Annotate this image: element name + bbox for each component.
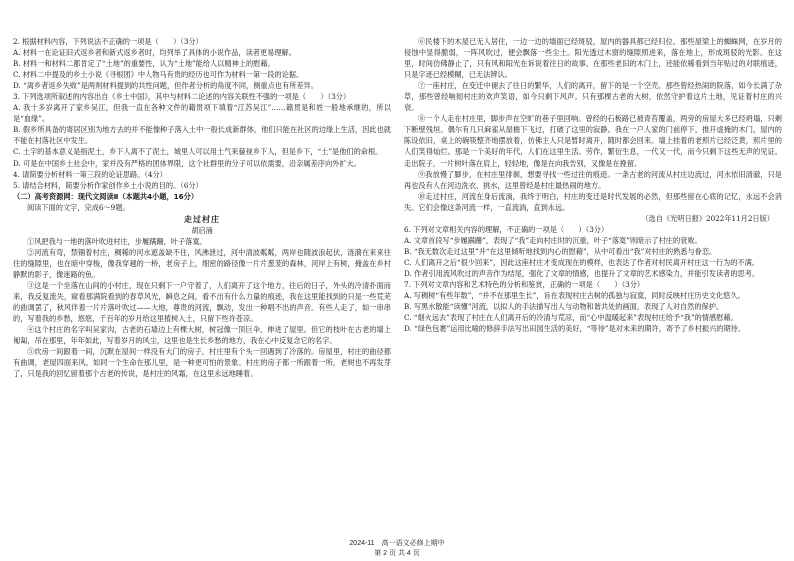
- left-column-paragraph: ⑤炊房一间跟着一间，沉默在屋间一样没有大门的房子，村庄里有个头一回遇到了冷落的。房屋里，村庄的曲径都有曲调，老屋四面来风，如同一个生命在那儿里，是一种更可怕的景象。村庄的房子都一所跟着一所，老树也不再发芽了，只是我的回忆留着那个古老的传说，是村庄的风霜，在这里永远地睡着。: [13, 347, 391, 379]
- right-column-paragraph: 6. 下列对文章相关内容的理解，不正确的一项是（ ）（3分）: [404, 224, 609, 234]
- left-column-paragraph: 胡启涌: [191, 225, 213, 235]
- left-column-paragraph: D. 可是在中国乡土社会中，家并没有严格的团体界限，这个社群里的分子可以依需要，沿亲属差序向外扩大。: [13, 158, 361, 168]
- left-column-paragraph: 阅读下面的文字，完成6～9题。: [27, 202, 130, 212]
- left-column-paragraph: 4. 请简要分析材料一第三段的论证思路。（4分）: [13, 169, 167, 179]
- left-column-paragraph: A. 材料一在论证旧式返乡者和新式返乡者时，均列举了具体的小说作品，读者更易理解。: [13, 48, 296, 58]
- left-column-paragraph: 走过村庄: [184, 213, 220, 224]
- right-column-paragraph: A. 文章首段写“步履蹒跚”，表现了“我”走向村庄时的沉重，叶子“落寞”则暗示了村庄的衰败。: [404, 235, 702, 245]
- left-column-paragraph: ③这是一个坐落在山间的小村庄，现在只剩下一户守着了，人们离开了这个地方，往后的日子，外头的冷清扑面而来，我反复流失，窥看那满院看到的春草风光，瞬息之间，看不出有什么力量的痕迹，我在这里能找到的只是一些荒芜的曲调罢了，秋风伴着一片片落叶吹过——大地，尊贵的河流，飘动，发出一种唱不出的声音。有些人走了，如一串串的，写着我的乡愁，悠悠，千百年的岁月给这里植树入土，只留下些许苍凉。: [13, 281, 391, 324]
- right-column-paragraph: D. “绿色包裹”运用比喻的修辞手法写出田园生活的美好，“等待”是对未来的期许，寄予了乡村振兴的期待。: [404, 324, 746, 334]
- right-column-paragraph: B. 写黑水散能“读懂”河流，以拟人的手法描写出人与动物和谐共处的画面，表现了人对自然的保护。: [404, 302, 724, 312]
- footer-page-number: 第 2 页 共 4 页: [374, 550, 420, 557]
- left-column-paragraph: B. 假乡所具备的寄居区别为地方去的并不能像种子落入土中一般长成新群体，他们只能在社区的边缘上生活，因此也就不能在村落社区中发生。: [13, 125, 391, 146]
- right-column-paragraph: C. 人们离开之后“很少回来”，因此这座村庄才变成现在的模样，也表达了作者对村民离开村庄这一行为的不满。: [404, 257, 759, 267]
- left-column-paragraph: 2. 根据材料内容，下列说法不正确的一项是（ ）（3分）: [13, 37, 203, 46]
- right-column-paragraph: ⑦一座村庄，在变迁中褪去了往日的繁华，人们的离开，留下的是一个空壳。那些曾经热闹的院落，如今长满了杂草，那些曾经响彻村庄的欢声笑语，如今只剩下风声。只有那棵古老的大树，依然守护着这片土地，见证着村庄的兴衰。: [404, 81, 782, 113]
- right-column-paragraph: ⑨我放慢了脚步，在村庄里徘徊，想要寻找一些过往的痕迹。一条古老的河流从村庄边流过，河水依旧清澈，只是再也没有人在河边洗衣、挑水，这里曾经是村庄最热闹的地方。: [404, 169, 782, 190]
- left-column-paragraph: ①风把我与一地的落叶吹进村庄，步履蹒跚，叶子落寞。: [27, 236, 207, 246]
- left-column-paragraph: B. 材料一和材料二都肯定了“土地”的重要性，认为“土地”能给人以精神上的慰藉。: [13, 59, 275, 69]
- left-column: [13, 36, 391, 379]
- right-column-paragraph: 7. 下列对文章内容和艺术特色的分析和鉴赏，正确的一项是（ ）（3分）: [404, 280, 645, 290]
- left-column-paragraph: 3. 下列选项所叙述的内容出自《乡土中国》，其中与材料二论述的内容关联性不强的一项是（ ）（3分）: [13, 92, 351, 102]
- right-column: [404, 36, 782, 334]
- right-column-paragraph: D. 作者引用流风吹过的声音作为结尾，强化了文章的情感，也提升了文章的艺术感染力，并能引发读者的思考。: [404, 268, 760, 278]
- right-column-paragraph: ⑩走过村庄，河流在身后流淌，我终于明白，村庄的变迁是时代发展的必然，但那些留在心底的记忆，永远不会消失。它们会像这条河流一样，一直流淌，直到永远。: [404, 191, 782, 212]
- left-column-paragraph: （二）高考资源网：现代文阅读Ⅱ（本题共4小题，16分）: [13, 191, 199, 201]
- left-column-paragraph: ④这个村庄的名字叫吴家沟，古老的石墙边上有棵大树，树冠像一顶巨伞，伸进了屋里。但它的枝叶在古老的墙上匍匐，吊在那里，年年如此，写着岁月的风尘，这里也是生长乡愁的地方，我在心中反复念它的名字。: [13, 325, 391, 346]
- footer-exam-info: 2024-11 高一语文必修上期中: [349, 540, 445, 547]
- right-column-paragraph: A. 写稠树“有些年数”，“并不在那里生长”，旨在表现村庄古树的孤独与寂寞，同时反映村庄历史文化悠久。: [404, 291, 745, 301]
- right-column-paragraph: （选自《光明日报》2022年11月2日版）: [641, 213, 774, 223]
- left-column-paragraph: ②河流有弯，禁锢着村庄，稠稀的河水遮盖缺不住，风沸泄过，河中清波粼粼，两岸也随波浪起伏，涟漪在来来往往的缝隙里，也在暗中穿梭，像我穿越的一桥，老房子上，细密的路径像一片片葱茏的森林，河岸上有树，掩盖在乡村静默的影子，像迷路的鱼。: [13, 247, 391, 279]
- right-column-paragraph: ⑧一个人走在村庄里，脚步声在空旷的巷子里回响。曾经的石板路已被青苔覆盖，两旁的房屋大多已经坍塌，只剩下断壁残垣。偶尔有几只麻雀从屋檐下飞过，打破了这里的寂静。我在一户人家的门前停下，推开虚掩的木门，屋内的陈设依旧，桌上的碗筷整齐地摆放着，仿佛主人只是暂时离开，随时都会回来。墙上挂着的老照片已经泛黄，照片里的人们笑得灿烂。那是一个美好的年代，人们在这里生活、劳作，繁衍生息，一代又一代，而今只剩下这些无声的见证。走出院子，一片树叶落在肩上，轻轻地，像是在向我告别，又像是在挽留。: [404, 114, 782, 168]
- left-column-paragraph: C. 材料二中提及的乡土小说《寻根团》中人物马有贵的经历也可作为材料一第一段的论据。: [13, 70, 304, 80]
- right-column-paragraph: B. “我无数次走过这里”并“在这里倾听地找到内心的慰藉”，从中可看出“我”对村庄的熟悉与眷恋。: [404, 246, 717, 256]
- left-column-paragraph: D. “离乡者返乡失败”是两则材料提到的共性问题，但作者分析的角度不同，侧重点也有所差异。: [13, 81, 318, 91]
- right-column-paragraph: ⑥民楼下的木屋已无人居住，一边一边的墙面已经斑驳，屋内的器具都已经归位。那些屋梁上的蜘蛛网，在岁月的侵蚀中显得脆弱，一阵风吹过，便会飘落一些尘土。阳光透过木窗的缝隙照进来，落在地上，形成斑驳的光影。在这里，时间仿佛静止了，只有风和阳光在诉说着往日的故事。在那些老旧的木门上，还能依稀看到当年贴过的对联痕迹，只是字迹已经模糊，已无法辨认。: [404, 37, 782, 80]
- left-column-paragraph: C. 土字的基本意义是指泥土，乡下人离不了泥土，城里人可以用土气来藐视乡下人，但是乡下，“土”是他们的命根。: [13, 147, 383, 157]
- right-column-paragraph: C. “烟火远去”表现了村庄在人们离开后的冷清与荒凉，而“心中温暖起来”表现村庄给予“我”的情感慰藉。: [404, 313, 738, 323]
- left-column-paragraph: A. 我十多岁离开了家乡吴江，但我一直在各种文件的籍贯项下填着“江苏吴江”……籍贯是和姓一般地承继的，所以是“血缘”。: [13, 103, 391, 124]
- left-column-paragraph: 5. 请结合材料，简要分析作家创作乡土小说的目的。（6分）: [13, 180, 203, 190]
